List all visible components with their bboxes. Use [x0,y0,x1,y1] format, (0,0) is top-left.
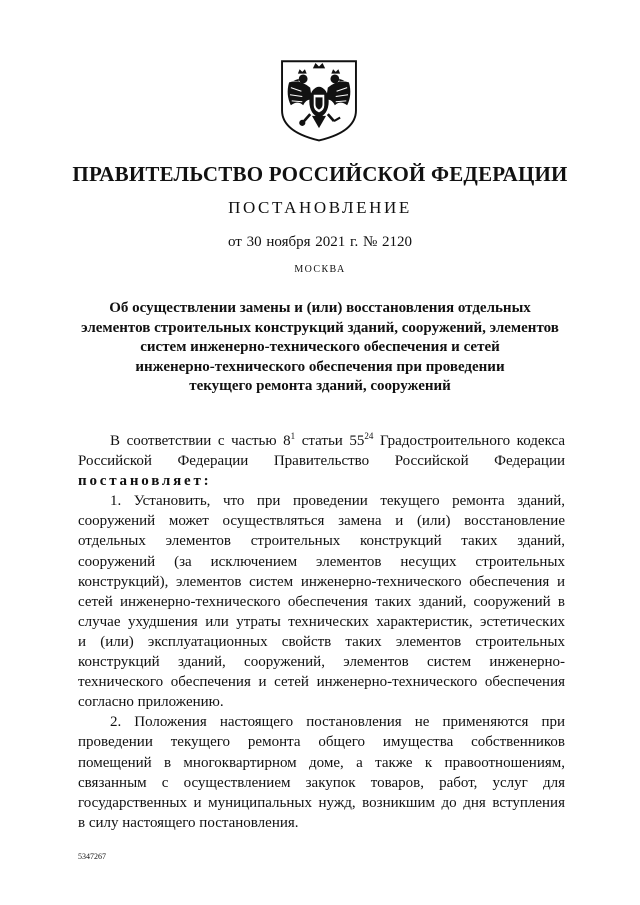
paragraph-1-line: сооружений (за исключением элементов несущих строительных [78,553,565,570]
intro-line [78,431,565,451]
subject-line: инженерно-технического обеспечения при проведении [135,358,505,375]
intro-text: В соответствии с частью 8 [110,433,291,449]
document-code: 5347267 [78,852,106,861]
date-and-number: от 30 ноября 2021 г. № 2120 [227,234,413,250]
subject-line: систем инженерно-технического обеспечения и сетей [140,339,500,356]
intro-text: статьи 55 [295,433,365,449]
paragraph-1-line: согласно приложению. [78,694,224,711]
decree-word: постановляет: [78,473,212,490]
paragraph-2-line: 2. Положения настоящего постановления не применяются при [110,714,565,731]
paragraph-1-line: 1. Установить, что при проведении текущего ремонта зданий, [110,493,565,510]
subject-line: элементов строительных конструкций зданий, сооружений, элементов [81,319,559,336]
superscript: 24 [364,431,374,441]
paragraph-2-line: помещений в многоквартирном доме, а также к правоотношениям, [78,754,565,771]
paragraph-1-line: технического обеспечения и сетей инженерно-технического обеспечения [78,674,565,691]
subject-line: текущего ремонта зданий, сооружений [189,378,451,395]
document-type: ПОСТАНОВЛЕНИЕ [228,198,412,217]
government-title: ПРАВИТЕЛЬСТВО РОССИЙСКОЙ ФЕДЕРАЦИИ [72,162,568,186]
paragraph-2-line: государственных и муниципальных нужд, возникшим до дня вступления [78,794,565,811]
paragraph-2-line: связанным с осуществлением закупок товаров, работ, услуг для [78,774,565,791]
emblem [275,56,363,144]
intro-text: Градостроительного кодекса [373,433,565,449]
paragraph-1-line: отдельных элементов строительных конструкций таких зданий, [78,533,565,550]
paragraph-1-line: конструкций), элементов систем инженерно-технического обеспечения и [78,573,565,590]
intro-line: Российской Федерации Правительство Российской Федерации [78,453,565,470]
paragraph-1-line: сооружений может осуществляться замена и (или) восстановление [78,513,565,530]
paragraph-1-line: сетей инженерно-технического обеспечения таких зданий, сооружений в [78,593,565,610]
paragraph-2-line: проведении текущего ремонта общего имущества собственников [78,734,565,751]
double-headed-eagle-icon [275,56,363,144]
subject-line: Об осуществлении замены и (или) восстановления отдельных [109,300,531,316]
document-body [78,431,565,833]
paragraph-2-line: в силу настоящего постановления. [78,814,299,831]
paragraph-1-line: конструкций зданий, сооружений, элементов систем инженерно- [78,654,565,671]
document-subject [0,299,640,397]
superscript: 1 [290,431,296,441]
intro-line [78,471,565,491]
paragraph-1-line: и (или) эксплуатационных свойств таких элементов строительных [78,633,565,650]
city: МОСКВА [294,264,346,275]
paragraph-1-line: случае ухудшения или утраты технических характеристик, эстетических [78,613,565,630]
